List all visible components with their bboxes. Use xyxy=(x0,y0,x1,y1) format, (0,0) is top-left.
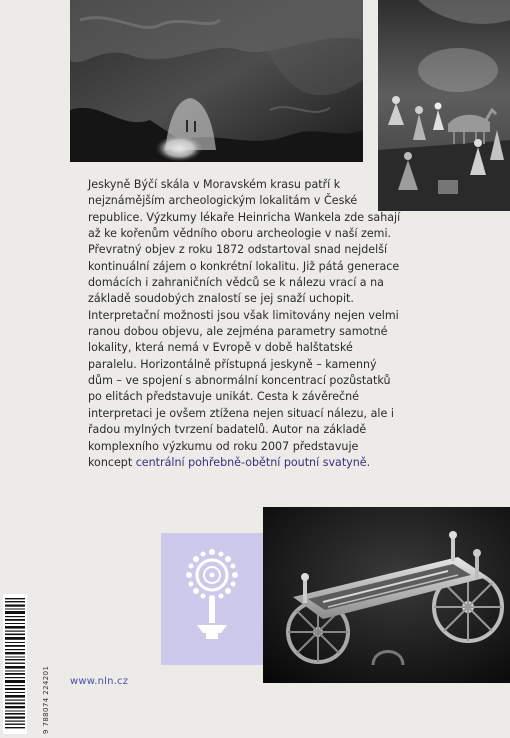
bronze-wagon-photo xyxy=(263,507,510,683)
description-text: Jeskyně Býčí skála v Moravském krasu patří k nejznámějším archeologickým lokalitám v České republice. Výzkumy lékaře Heinricha Wankela zde sahají až ke kořenům vědního oboru archeologie v naší zemi. Převratný objev z roku 1872 odstartoval snad nejdelší kontinuální zájem o konkrétní lokalitu. Již pátá generace domácích i zahraničních vědců se k nálezu vrací a na základě soudobých znalostí se jej snaží uchopit. Interpretační možnosti jsou však limitovány nejen velmi ranou dobou objevu, ale zejména parametry samotné lokality, která nemá v Evropě v době halštatské paralelu. Horizontálně přístupná jeskyně – kamenný dům – ve spojení s abnormální koncentrací pozůstatků po elitách představuje unikát. Cesta k závěrečné interpretaci je ovšem ztížena nejen situací nálezu, ale i řadou mylných tvrzení badatelů. Autor na základě komplexního výzkumu od roku 2007 představuje koncept xyxy=(88,178,401,469)
description-highlight: centrální pohřebně-obětní poutní svatyně xyxy=(135,455,367,469)
barcode xyxy=(3,594,27,734)
publisher-emblem-panel xyxy=(161,533,263,665)
publisher-website-link[interactable]: www.nln.cz xyxy=(70,676,129,687)
description-end: . xyxy=(366,455,371,469)
cover-description xyxy=(88,177,403,471)
description-paragraph xyxy=(88,177,403,471)
sun-emblem-icon xyxy=(161,533,263,665)
cave-photo xyxy=(70,0,363,162)
isbn-number: 9 788074 224201 xyxy=(42,665,50,734)
